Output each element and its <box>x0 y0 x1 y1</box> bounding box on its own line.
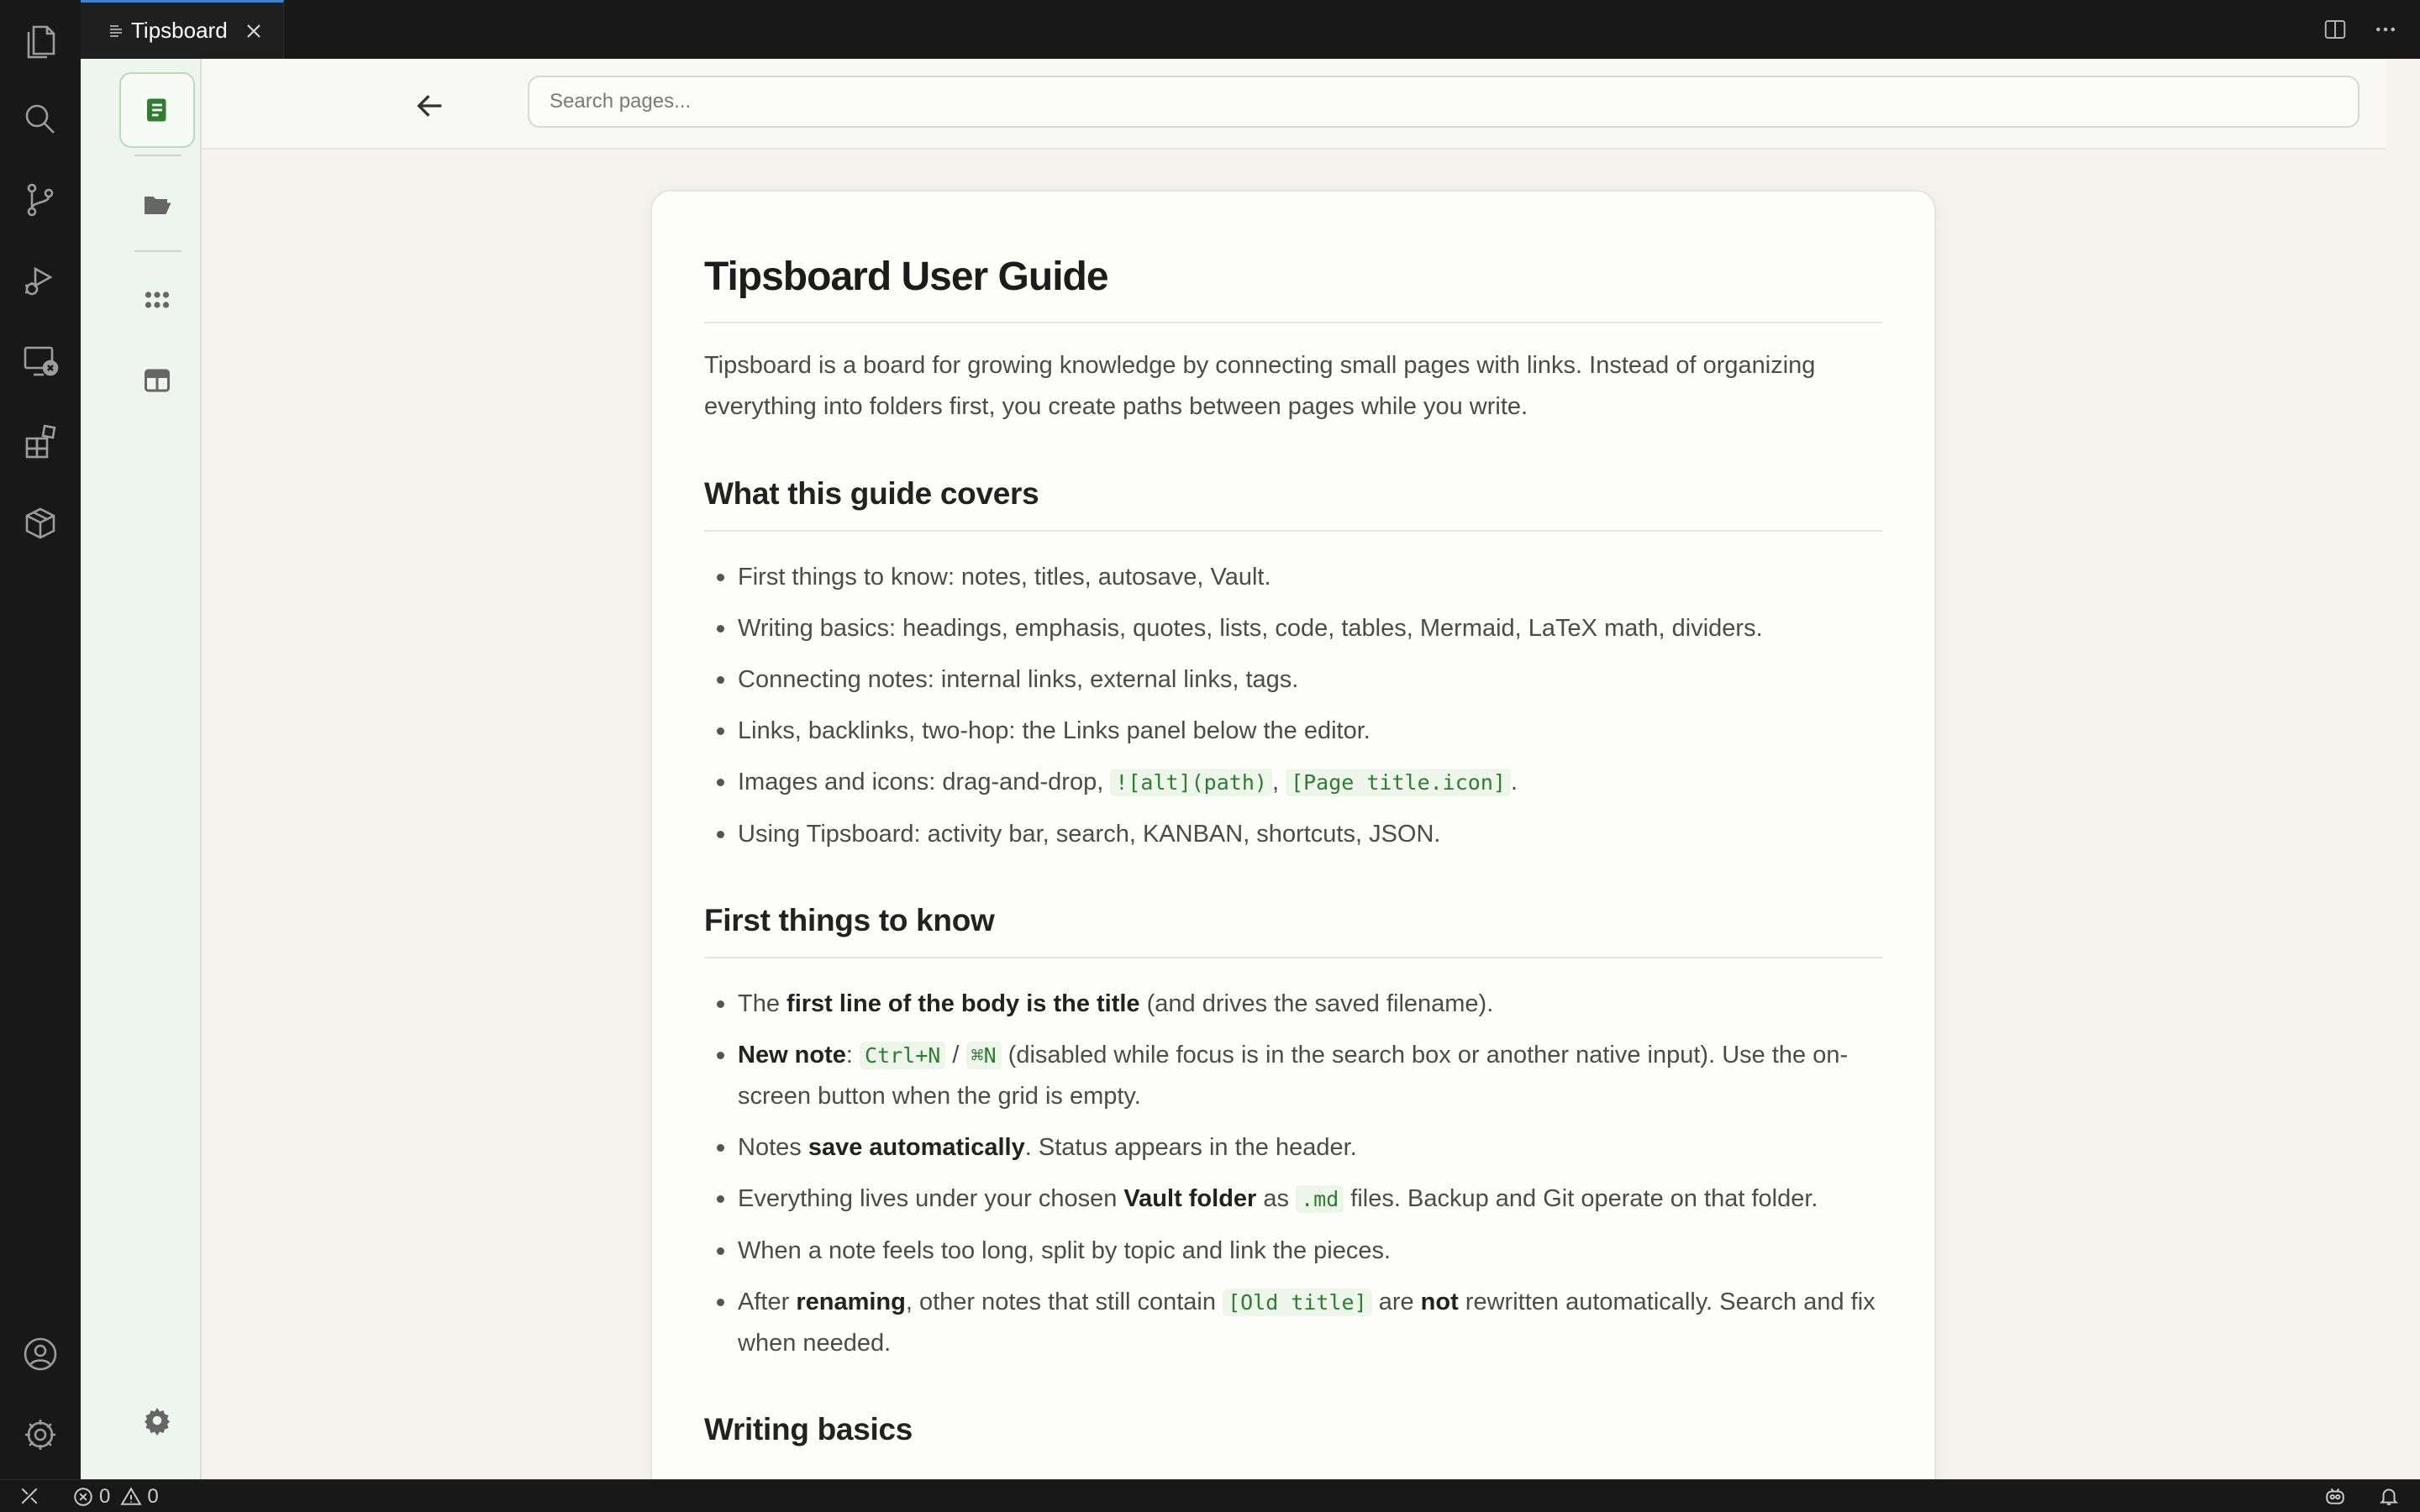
close-icon[interactable] <box>245 22 263 40</box>
back-arrow-icon[interactable] <box>413 89 447 123</box>
warning-count: 0 <box>147 1485 159 1508</box>
list-item-text: (disabled while focus is in the search box or another native input). Use the on-screen button when the grid is empty. <box>738 1042 1849 1110</box>
section-heading: First things to know <box>704 903 1882 958</box>
list-item-text: : <box>845 1042 860 1068</box>
bold-text: New note <box>738 1042 846 1068</box>
list-item <box>738 984 1882 1024</box>
inline-code: .md <box>1296 1185 1344 1213</box>
list-item: Links, backlinks, two-hop: the Links panel below the editor. <box>738 711 1882 751</box>
rail-divider <box>134 250 182 252</box>
settings-icon[interactable] <box>119 1383 195 1458</box>
list-item-text: rewritten automatically. Search and fix when needed. <box>738 1289 1876 1357</box>
list-item-text: . <box>1510 769 1518 795</box>
section-heading: What this guide covers <box>704 476 1882 532</box>
remote-explorer-icon[interactable] <box>20 341 60 381</box>
inline-code: Ctrl+N <box>860 1042 945 1069</box>
copilot-icon[interactable] <box>2324 1485 2346 1507</box>
account-icon[interactable] <box>20 1334 60 1374</box>
list-item-text: After <box>738 1289 797 1315</box>
list-item-text: , other notes that still contain <box>905 1289 1223 1315</box>
first-things-list <box>704 984 1882 1363</box>
intro-paragraph: Tipsboard is a board for growing knowledge by connecting small pages with links. Instead of organizing everything into folders first, you create paths between pages while you write. <box>704 352 1816 420</box>
bold-text: not <box>1420 1289 1459 1315</box>
search-icon[interactable] <box>20 99 60 139</box>
list-item: Connecting notes: internal links, external links, tags. <box>738 659 1882 700</box>
list-item <box>738 1282 1882 1363</box>
list-item-text: , <box>1271 769 1286 795</box>
warning-icon <box>120 1486 142 1508</box>
list-item-text: are <box>1371 1289 1421 1315</box>
error-count: 0 <box>99 1485 111 1508</box>
search-input[interactable] <box>528 76 2360 128</box>
status-bar <box>0 1479 2420 1512</box>
folder-icon[interactable] <box>119 166 195 242</box>
editor-tab-bar <box>81 0 2420 60</box>
list-item <box>738 1127 1882 1168</box>
list-item: Using Tipsboard: activity bar, search, KANBAN, shortcuts, JSON. <box>738 814 1882 854</box>
grid-icon[interactable] <box>119 262 195 338</box>
list-item: When a note feels too long, split by topic and link the pieces. <box>738 1231 1882 1271</box>
list-item: First things to know: notes, titles, autosave, Vault. <box>738 557 1882 597</box>
list-item <box>738 762 1882 803</box>
bold-text: first line of the body is the title <box>786 990 1140 1017</box>
list-item-text: / <box>945 1042 966 1068</box>
inline-code: ⌘N <box>966 1042 1002 1069</box>
split-editor-icon[interactable] <box>2323 17 2348 42</box>
bold-text: Vault folder <box>1123 1185 1257 1212</box>
packages-icon[interactable] <box>20 502 60 543</box>
list-item-text: Notes <box>738 1134 808 1161</box>
list-item-text: The <box>738 990 787 1017</box>
list-item-text: Images and icons: drag-and-drop, <box>738 769 1111 795</box>
notes-icon[interactable] <box>119 72 195 148</box>
problems-indicator[interactable] <box>72 1485 159 1509</box>
run-debug-icon[interactable] <box>20 260 60 301</box>
source-control-icon[interactable] <box>20 180 60 220</box>
page-title: Tipsboard User Guide <box>704 254 1882 323</box>
covers-list <box>704 557 1882 854</box>
manage-gear-icon[interactable] <box>20 1415 60 1455</box>
inline-code: ![alt](path) <box>1110 769 1272 796</box>
tipsboard-webview <box>81 59 2386 1480</box>
list-item-text: files. Backup and Git operate on that folder. <box>1344 1185 1818 1212</box>
bold-text: save automatically <box>808 1134 1025 1161</box>
notifications-bell-icon[interactable] <box>2378 1485 2400 1507</box>
list-item-text: . Status appears in the header. <box>1024 1134 1357 1161</box>
tipsboard-header <box>202 59 2386 150</box>
inline-code: [Page title.icon] <box>1286 769 1511 796</box>
list-item: Writing basics: headings, emphasis, quotes, lists, code, tables, Mermaid, LaTeX math, dividers. <box>738 608 1882 648</box>
list-item <box>738 1179 1882 1220</box>
rail-divider <box>134 155 182 156</box>
scrollbar[interactable] <box>2386 59 2420 1480</box>
list-item-text: as <box>1256 1185 1297 1212</box>
remote-indicator-icon[interactable] <box>18 1485 40 1507</box>
error-icon <box>72 1486 94 1508</box>
extensions-icon[interactable] <box>20 422 60 462</box>
list-item <box>738 1035 1882 1116</box>
kanban-icon[interactable] <box>119 343 195 418</box>
more-actions-icon[interactable] <box>2373 17 2398 42</box>
tab-tipsboard[interactable] <box>81 0 284 59</box>
preview-icon <box>109 24 123 39</box>
bold-text: renaming <box>796 1289 906 1315</box>
tab-title: Tipsboard <box>131 18 228 43</box>
explorer-icon[interactable] <box>20 18 60 59</box>
section-heading: Writing basics <box>704 1412 913 1446</box>
list-item-text: Everything lives under your chosen <box>738 1185 1124 1212</box>
tipsboard-rail <box>81 59 202 1480</box>
inline-code: [Old title] <box>1223 1289 1372 1316</box>
document-card <box>650 190 1936 1480</box>
list-item-text: (and drives the saved filename). <box>1139 990 1494 1017</box>
activity-bar <box>0 0 82 1480</box>
